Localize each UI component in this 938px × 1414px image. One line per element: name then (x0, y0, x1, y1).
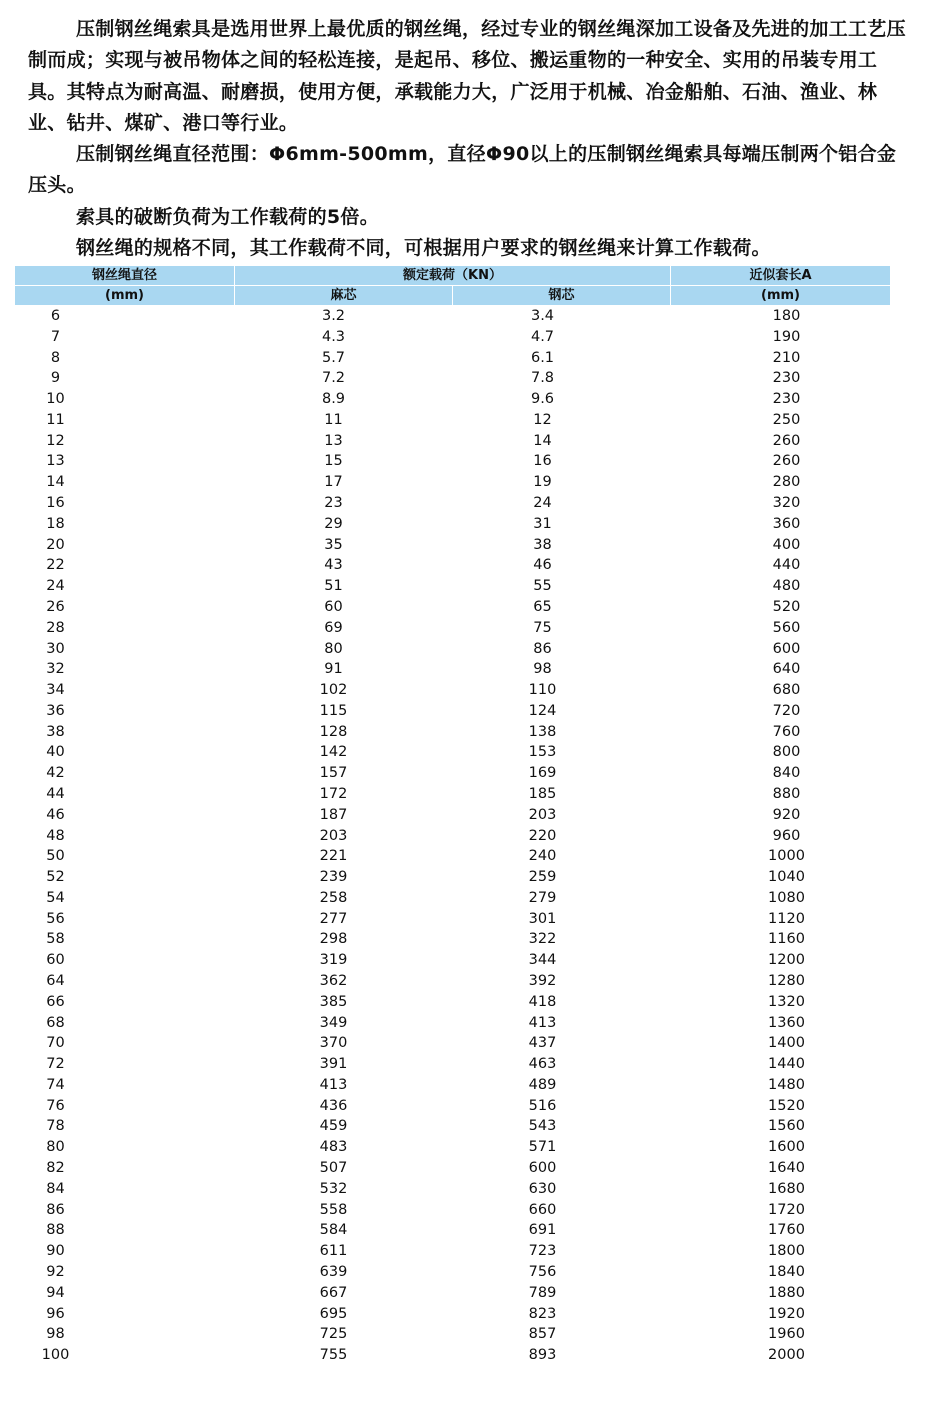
cell-diameter: 98 (46, 1326, 65, 1343)
cell-fiber-core-load: 43 (324, 557, 343, 574)
cell-diameter: 88 (46, 1222, 65, 1239)
table-row (15, 1013, 891, 1034)
table-row (15, 1304, 891, 1325)
table-row (15, 327, 891, 348)
cell-diameter: 8 (50, 349, 61, 366)
cell-steel-core-load: 489 (528, 1076, 557, 1093)
cell-steel-core-load: 138 (528, 723, 557, 740)
cell-steel-core-load: 46 (533, 557, 552, 574)
cell-length: 1880 (768, 1284, 805, 1301)
cell-steel-core-load: 413 (528, 1014, 557, 1031)
cell-fiber-core-load: 483 (319, 1139, 348, 1156)
cell-fiber-core-load: 23 (324, 495, 343, 512)
header-diameter-unit: (mm) (15, 286, 235, 306)
cell-length: 1280 (768, 973, 805, 989)
cell-diameter: 6 (50, 308, 61, 324)
cell-diameter: 9 (50, 370, 61, 387)
cell-fiber-core-load: 725 (319, 1326, 348, 1343)
cell-length: 180 (772, 308, 801, 324)
cell-length: 1120 (768, 910, 805, 927)
cell-diameter: 52 (46, 869, 65, 886)
cell-length: 760 (772, 723, 801, 740)
intro-paragraph-3: 索具的破断负荷为工作载荷的5倍。 (76, 205, 380, 228)
cell-length: 720 (772, 702, 801, 719)
table-row (15, 867, 891, 888)
cell-fiber-core-load: 3.2 (321, 308, 346, 324)
cell-fiber-core-load: 385 (319, 993, 348, 1010)
cell-length: 1960 (768, 1326, 805, 1343)
cell-fiber-core-load: 532 (319, 1180, 348, 1197)
cell-diameter: 92 (46, 1263, 65, 1280)
cell-steel-core-load: 344 (528, 952, 557, 969)
cell-length: 1360 (768, 1014, 805, 1031)
cell-fiber-core-load: 157 (319, 765, 348, 782)
cell-diameter: 38 (46, 723, 65, 740)
cell-steel-core-load: 823 (528, 1305, 557, 1322)
header-length-unit: (mm) (671, 286, 891, 306)
cell-diameter: 30 (46, 640, 65, 657)
cell-fiber-core-load: 29 (324, 515, 343, 532)
cell-steel-core-load: 203 (528, 806, 557, 823)
cell-length: 1640 (768, 1160, 805, 1177)
cell-steel-core-load: 240 (528, 848, 557, 865)
cell-fiber-core-load: 258 (319, 889, 348, 906)
cell-steel-core-load: 571 (528, 1139, 557, 1156)
cell-steel-core-load: 259 (528, 869, 557, 886)
cell-diameter: 64 (46, 973, 65, 989)
cell-steel-core-load: 75 (533, 619, 552, 636)
cell-diameter: 70 (46, 1035, 65, 1052)
header-load: 额定载荷（KN） (235, 266, 671, 286)
cell-steel-core-load: 86 (533, 640, 552, 657)
cell-steel-core-load: 169 (528, 765, 557, 782)
header-fiber-core: 麻芯 (235, 286, 453, 306)
cell-steel-core-load: 789 (528, 1284, 557, 1301)
cell-fiber-core-load: 4.3 (321, 328, 346, 345)
cell-diameter: 60 (46, 952, 65, 969)
table-row (15, 306, 891, 327)
cell-fiber-core-load: 459 (319, 1118, 348, 1135)
table-row (15, 1241, 891, 1262)
intro-paragraph-4: 钢丝绳的规格不同，其工作载荷不同，可根据用户要求的钢丝绳来计算工作载荷。 (76, 237, 771, 260)
cell-length: 1160 (768, 931, 805, 948)
cell-fiber-core-load: 667 (319, 1284, 348, 1301)
cell-length: 1600 (768, 1139, 805, 1156)
cell-diameter: 56 (46, 910, 65, 927)
cell-steel-core-load: 893 (528, 1347, 557, 1364)
cell-length: 480 (772, 578, 801, 595)
table-row (15, 1345, 891, 1366)
cell-steel-core-load: 220 (528, 827, 557, 844)
cell-steel-core-load: 65 (533, 598, 552, 615)
cell-steel-core-load: 185 (528, 785, 557, 802)
table-row (15, 348, 891, 369)
cell-diameter: 74 (46, 1076, 65, 1093)
table-row (15, 929, 891, 950)
cell-fiber-core-load: 128 (319, 723, 348, 740)
cell-length: 1720 (768, 1201, 805, 1218)
cell-diameter: 32 (46, 661, 65, 678)
cell-length: 1080 (768, 889, 805, 906)
table-row (15, 493, 891, 514)
cell-length: 1440 (768, 1056, 805, 1073)
cell-fiber-core-load: 695 (319, 1305, 348, 1322)
cell-length: 2000 (768, 1347, 805, 1364)
cell-steel-core-load: 660 (528, 1201, 557, 1218)
cell-length: 1000 (768, 848, 805, 865)
cell-diameter: 94 (46, 1284, 65, 1301)
cell-steel-core-load: 392 (528, 973, 557, 989)
cell-steel-core-load: 543 (528, 1118, 557, 1135)
cell-diameter: 40 (46, 744, 65, 761)
cell-fiber-core-load: 11 (324, 411, 343, 428)
cell-length: 1520 (768, 1097, 805, 1114)
cell-fiber-core-load: 413 (319, 1076, 348, 1093)
cell-steel-core-load: 301 (528, 910, 557, 927)
cell-steel-core-load: 630 (528, 1180, 557, 1197)
cell-diameter: 16 (46, 495, 65, 512)
table-row (15, 992, 891, 1013)
cell-fiber-core-load: 102 (319, 682, 348, 699)
cell-steel-core-load: 19 (533, 474, 552, 491)
cell-diameter: 10 (46, 391, 65, 408)
table-row (15, 971, 891, 992)
cell-fiber-core-load: 5.7 (321, 349, 346, 366)
cell-diameter: 24 (46, 578, 65, 595)
cell-diameter: 58 (46, 931, 65, 948)
table-row (15, 1324, 891, 1345)
table-row (15, 389, 891, 410)
cell-length: 1760 (768, 1222, 805, 1239)
cell-steel-core-load: 110 (528, 682, 557, 699)
cell-length: 190 (772, 328, 801, 345)
table-row (15, 472, 891, 493)
cell-length: 230 (772, 370, 801, 387)
cell-fiber-core-load: 507 (319, 1160, 348, 1177)
cell-length: 1320 (768, 993, 805, 1010)
cell-fiber-core-load: 319 (319, 952, 348, 969)
table-row (15, 431, 891, 452)
table-row (15, 514, 891, 535)
table-row (15, 722, 891, 743)
cell-diameter: 7 (50, 328, 61, 345)
cell-diameter: 36 (46, 702, 65, 719)
cell-length: 560 (772, 619, 801, 636)
table-row (15, 639, 891, 660)
cell-fiber-core-load: 172 (319, 785, 348, 802)
cell-diameter: 66 (46, 993, 65, 1010)
cell-steel-core-load: 723 (528, 1243, 557, 1260)
table-row (15, 451, 891, 472)
table-row (15, 909, 891, 930)
cell-steel-core-load: 322 (528, 931, 557, 948)
table-row (15, 826, 891, 847)
cell-fiber-core-load: 558 (319, 1201, 348, 1218)
cell-steel-core-load: 4.7 (530, 328, 555, 345)
table-row (15, 742, 891, 763)
table-row (15, 701, 891, 722)
cell-fiber-core-load: 8.9 (321, 391, 346, 408)
cell-diameter: 42 (46, 765, 65, 782)
spec-table-header (15, 266, 891, 306)
cell-diameter: 78 (46, 1118, 65, 1135)
spec-table (14, 265, 891, 1366)
cell-fiber-core-load: 7.2 (321, 370, 346, 387)
cell-length: 1560 (768, 1118, 805, 1135)
header-length: 近似套长A (671, 266, 891, 286)
cell-steel-core-load: 6.1 (530, 349, 555, 366)
cell-length: 1680 (768, 1180, 805, 1197)
cell-length: 320 (772, 495, 801, 512)
table-row (15, 846, 891, 867)
table-row (15, 1200, 891, 1221)
table-row (15, 1054, 891, 1075)
cell-length: 260 (772, 453, 801, 470)
table-row (15, 659, 891, 680)
cell-length: 1200 (768, 952, 805, 969)
cell-diameter: 11 (46, 411, 65, 428)
header-diameter: 钢丝绳直径 (15, 266, 235, 286)
cell-diameter: 54 (46, 889, 65, 906)
cell-fiber-core-load: 203 (319, 827, 348, 844)
cell-diameter: 72 (46, 1056, 65, 1073)
cell-steel-core-load: 24 (533, 495, 552, 512)
cell-length: 250 (772, 411, 801, 428)
table-row (15, 597, 891, 618)
spec-table-body (15, 306, 891, 1366)
cell-steel-core-load: 153 (528, 744, 557, 761)
cell-steel-core-load: 124 (528, 702, 557, 719)
table-row (15, 618, 891, 639)
cell-fiber-core-load: 221 (319, 848, 348, 865)
cell-diameter: 44 (46, 785, 65, 802)
cell-steel-core-load: 600 (528, 1160, 557, 1177)
cell-diameter: 50 (46, 848, 65, 865)
cell-diameter: 90 (46, 1243, 65, 1260)
cell-diameter: 48 (46, 827, 65, 844)
table-row (15, 950, 891, 971)
cell-length: 920 (772, 806, 801, 823)
cell-steel-core-load: 7.8 (530, 370, 555, 387)
cell-steel-core-load: 16 (533, 453, 552, 470)
cell-steel-core-load: 98 (533, 661, 552, 678)
cell-steel-core-load: 14 (533, 432, 552, 449)
cell-length: 600 (772, 640, 801, 657)
cell-length: 230 (772, 391, 801, 408)
cell-fiber-core-load: 60 (324, 598, 343, 615)
cell-fiber-core-load: 362 (319, 973, 348, 989)
cell-fiber-core-load: 239 (319, 869, 348, 886)
cell-fiber-core-load: 436 (319, 1097, 348, 1114)
cell-fiber-core-load: 69 (324, 619, 343, 636)
cell-diameter: 13 (46, 453, 65, 470)
table-row (15, 888, 891, 909)
cell-steel-core-load: 55 (533, 578, 552, 595)
cell-diameter: 46 (46, 806, 65, 823)
cell-fiber-core-load: 611 (319, 1243, 348, 1260)
cell-diameter: 84 (46, 1180, 65, 1197)
cell-length: 640 (772, 661, 801, 678)
cell-length: 960 (772, 827, 801, 844)
cell-fiber-core-load: 298 (319, 931, 348, 948)
cell-diameter: 76 (46, 1097, 65, 1114)
cell-length: 1840 (768, 1263, 805, 1280)
table-row (15, 1096, 891, 1117)
cell-fiber-core-load: 639 (319, 1263, 348, 1280)
cell-fiber-core-load: 91 (324, 661, 343, 678)
table-row (15, 784, 891, 805)
table-row (15, 535, 891, 556)
cell-length: 680 (772, 682, 801, 699)
table-row (15, 368, 891, 389)
cell-length: 440 (772, 557, 801, 574)
cell-steel-core-load: 31 (533, 515, 552, 532)
table-row (15, 805, 891, 826)
cell-fiber-core-load: 370 (319, 1035, 348, 1052)
cell-steel-core-load: 12 (533, 411, 552, 428)
table-row (15, 1033, 891, 1054)
cell-length: 1400 (768, 1035, 805, 1052)
table-row (15, 680, 891, 701)
header-steel-core: 钢芯 (453, 286, 671, 306)
cell-length: 400 (772, 536, 801, 553)
cell-length: 1920 (768, 1305, 805, 1322)
cell-steel-core-load: 418 (528, 993, 557, 1010)
intro-paragraph-2: 压制钢丝绳直径范围：Φ6mm-500mm，直径Φ90以上的压制钢丝绳索具每端压制两个铝合金压头。 (28, 143, 897, 197)
table-row (15, 1283, 891, 1304)
cell-steel-core-load: 3.4 (530, 308, 555, 324)
cell-diameter: 82 (46, 1160, 65, 1177)
table-row (15, 555, 891, 576)
table-row (15, 763, 891, 784)
cell-diameter: 28 (46, 619, 65, 636)
cell-steel-core-load: 437 (528, 1035, 557, 1052)
intro-paragraph-1: 压制钢丝绳索具是选用世界上最优质的钢丝绳，经过专业的钢丝绳深加工设备及先进的加工工艺压制而成；实现与被吊物体之间的轻松连接，是起吊、移位、搬运重物的一种安全、实用的吊装专用工具。其特点为耐高温、耐磨损，使用方便，承载能力大，广泛用于机械、冶金船舶、石油、渔业、林业、钻井、煤矿、港口等行业。 (28, 18, 906, 134)
table-row (15, 1262, 891, 1283)
table-row (15, 410, 891, 431)
cell-fiber-core-load: 142 (319, 744, 348, 761)
cell-diameter: 18 (46, 515, 65, 532)
cell-length: 210 (772, 349, 801, 366)
cell-diameter: 68 (46, 1014, 65, 1031)
cell-length: 1800 (768, 1243, 805, 1260)
cell-diameter: 34 (46, 682, 65, 699)
cell-length: 800 (772, 744, 801, 761)
cell-diameter: 20 (46, 536, 65, 553)
cell-diameter: 22 (46, 557, 65, 574)
cell-fiber-core-load: 584 (319, 1222, 348, 1239)
table-row (15, 576, 891, 597)
cell-fiber-core-load: 277 (319, 910, 348, 927)
table-row (15, 1075, 891, 1096)
cell-length: 880 (772, 785, 801, 802)
cell-steel-core-load: 691 (528, 1222, 557, 1239)
cell-length: 840 (772, 765, 801, 782)
cell-diameter: 96 (46, 1305, 65, 1322)
table-row (15, 1116, 891, 1137)
cell-length: 260 (772, 432, 801, 449)
cell-fiber-core-load: 17 (324, 474, 343, 491)
cell-diameter: 100 (41, 1347, 70, 1364)
cell-steel-core-load: 857 (528, 1326, 557, 1343)
cell-length: 280 (772, 474, 801, 491)
cell-length: 360 (772, 515, 801, 532)
intro-text (28, 14, 908, 264)
cell-fiber-core-load: 13 (324, 432, 343, 449)
cell-diameter: 80 (46, 1139, 65, 1156)
cell-length: 1040 (768, 869, 805, 886)
cell-steel-core-load: 756 (528, 1263, 557, 1280)
table-row (15, 1158, 891, 1179)
cell-fiber-core-load: 15 (324, 453, 343, 470)
cell-fiber-core-load: 115 (319, 702, 348, 719)
cell-length: 520 (772, 598, 801, 615)
cell-fiber-core-load: 391 (319, 1056, 348, 1073)
cell-steel-core-load: 9.6 (530, 391, 555, 408)
cell-diameter: 12 (46, 432, 65, 449)
cell-diameter: 14 (46, 474, 65, 491)
cell-fiber-core-load: 187 (319, 806, 348, 823)
cell-steel-core-load: 463 (528, 1056, 557, 1073)
table-row (15, 1179, 891, 1200)
cell-steel-core-load: 516 (528, 1097, 557, 1114)
cell-diameter: 86 (46, 1201, 65, 1218)
cell-fiber-core-load: 755 (319, 1347, 348, 1364)
cell-fiber-core-load: 51 (324, 578, 343, 595)
cell-length: 1480 (768, 1076, 805, 1093)
cell-diameter: 26 (46, 598, 65, 615)
cell-fiber-core-load: 35 (324, 536, 343, 553)
cell-fiber-core-load: 349 (319, 1014, 348, 1031)
cell-steel-core-load: 279 (528, 889, 557, 906)
table-row (15, 1137, 891, 1158)
cell-steel-core-load: 38 (533, 536, 552, 553)
table-row (15, 1220, 891, 1241)
cell-fiber-core-load: 80 (324, 640, 343, 657)
